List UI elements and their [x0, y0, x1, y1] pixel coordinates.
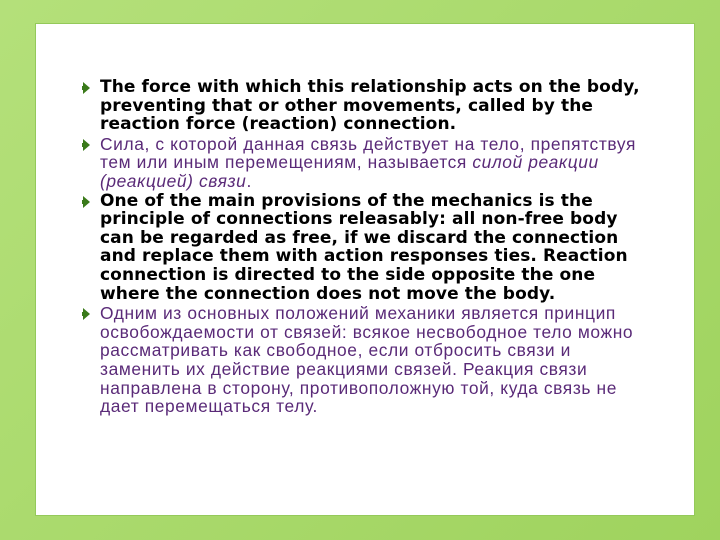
bullet-item-3 [100, 192, 645, 304]
bullet-item-1 [100, 78, 645, 134]
bullet-list [100, 78, 645, 417]
bullet-text-end: . [246, 170, 252, 191]
bullet-text: The force with which this relationship acts on the body, preventing that or other movements, called by the reaction force (reaction) connection. [100, 77, 640, 135]
bullet-item-2 [100, 135, 645, 191]
bullet-text: Сила, с которой данная связь действует на тело, препятствуя тем или иным перемещениям, называется [100, 133, 636, 173]
bullet-icon [80, 138, 94, 152]
bullet-icon [80, 81, 94, 95]
bullet-text: Одним из основных положений механики является принцип освобождаемости от связей: всякое несвободное тело можно рассматривать как свободное, если отбросить связи и заменить их действие реакциями связей. Реакция связи направлена в сторону, противоположную той, куда связь не дает перемещаться телу. [100, 303, 634, 417]
bullet-item-4 [100, 304, 645, 416]
bullet-text: One of the main provisions of the mechanics is the principle of connections releasably: all non-free body can be regarded as free, if we discard the connection and replace them with action responses ties. Reaction connection is directed to the side opposite the one where the connection does not move the body. [100, 190, 628, 304]
bullet-text-italic: силой реакции (реакцией) связи [100, 152, 599, 191]
bullet-icon [80, 195, 94, 209]
bullet-icon [80, 307, 94, 321]
